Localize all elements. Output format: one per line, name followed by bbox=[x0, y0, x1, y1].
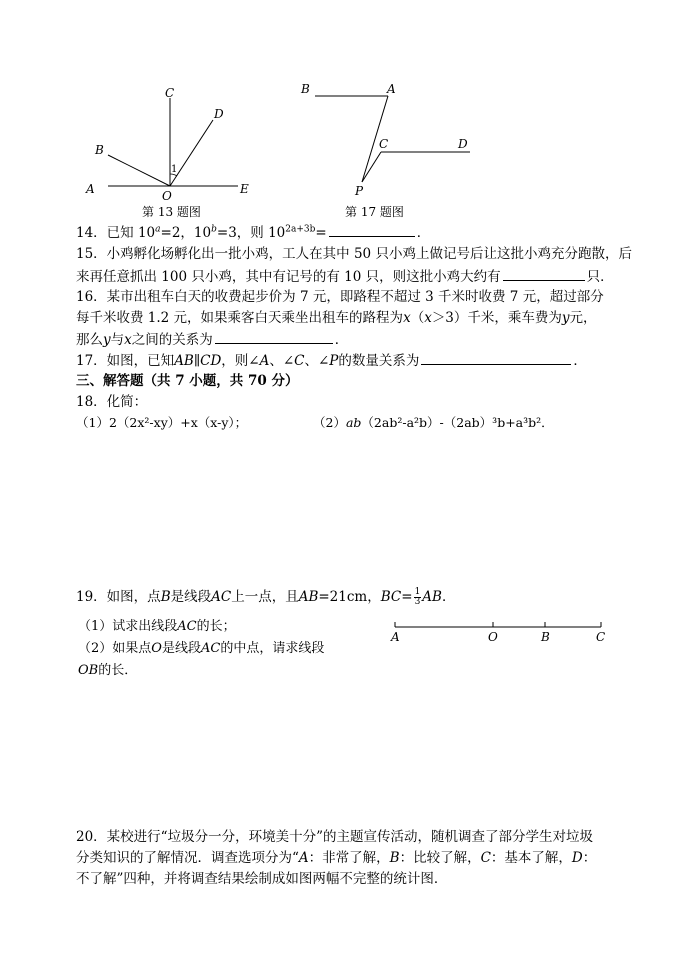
figure-17 bbox=[295, 78, 485, 203]
fig13-label-O: O bbox=[162, 189, 172, 203]
fig13-label-C: C bbox=[165, 86, 175, 100]
q17-answer-blank[interactable] bbox=[421, 350, 571, 365]
question-15-line-2: 来再任意抓出 100 只小鸡，其中有记号的有 10 只，则这批小鸡大约有 只． bbox=[76, 266, 616, 287]
question-14: 14．已知 $10^a=2$，$10^b=3$，则 $10^{2a+3b}=$ ． bbox=[76, 222, 616, 243]
question-19-part-2-line-2: OB的长． bbox=[78, 663, 138, 678]
fig17-label-A: A bbox=[387, 82, 396, 96]
fig13-label-1: 1 bbox=[171, 164, 178, 175]
fig13-label-A: A bbox=[86, 182, 95, 196]
fig13-ray-OB bbox=[108, 155, 170, 186]
question-18-title: 18．化简： bbox=[76, 394, 148, 410]
question-16-line-2: 每千米收费 1.2 元，如果乘客白天乘坐出租车的路程为x（x＞3）千米，乘车费为y元， bbox=[76, 310, 597, 326]
question-16-line-1: 16．某市出租车白天的收费起步价为 7 元，即路程不超过 3 千米时收费 7 元，超过部分 bbox=[76, 289, 604, 305]
seg-label-O: O bbox=[488, 630, 498, 644]
question-16-line-3: 那么y与x之间的关系为 ． bbox=[76, 329, 616, 350]
question-19-line-1: 19．如图，点B是线段AC上一点，且AB=21cm，BC= $\frac{1}{3}$ AB． bbox=[76, 587, 456, 607]
question-19-part-1: （1）试求出线段AC的长； bbox=[78, 619, 236, 634]
fig17-line-PC bbox=[362, 152, 381, 182]
q15-answer-blank[interactable] bbox=[503, 266, 585, 281]
seg-label-A: A bbox=[391, 630, 400, 644]
question-15-line-1: 15．小鸡孵化场孵化出一批小鸡，工人在其中 50 只小鸡上做记号后让这批小鸡充分跑散，后 bbox=[76, 246, 632, 262]
q16-answer-blank[interactable] bbox=[215, 329, 333, 344]
figure-19-segment bbox=[388, 615, 610, 647]
question-20-line-1: 20．某校进行“垃圾分一分，环境美十分”的主题宣传活动，随机调查了部分学生对垃圾 bbox=[76, 829, 593, 845]
fig13-label-B: B bbox=[95, 143, 104, 157]
seg-label-B: B bbox=[541, 630, 550, 644]
fig17-label-P: P bbox=[355, 184, 364, 198]
question-20-line-3: 不了解”四种，并将调查结果绘制成如图两幅不完整的统计图． bbox=[76, 871, 448, 887]
fig13-caption: 第 13 题图 bbox=[142, 205, 201, 219]
fig17-caption: 第 17 题图 bbox=[345, 205, 404, 219]
question-18-part-2: （2）ab（2ab²-a²b）-（2ab）³b+a³b²． bbox=[313, 415, 554, 430]
fraction-one-third: $\frac{1}{3}$ bbox=[414, 587, 421, 607]
question-17: 17．如图，已知AB∥CD，则∠A、∠C、∠P的数量关系为 ． bbox=[76, 350, 616, 371]
figure-13 bbox=[80, 80, 260, 205]
q14-answer-blank[interactable] bbox=[329, 222, 415, 237]
question-20-line-2: 分类知识的了解情况．调查选项分为“A：非常了解，B：比较了解，C：基本了解，D： bbox=[76, 850, 597, 866]
seg-label-C: C bbox=[596, 630, 606, 644]
question-19-part-2-line-1: （2）如果点O是线段AC的中点，请求线段 bbox=[78, 641, 325, 656]
fig17-label-B: B bbox=[301, 82, 310, 96]
fig13-label-D: D bbox=[214, 107, 224, 121]
question-18-part-1: （1）2（2x²-xy）+x（x-y）； bbox=[76, 415, 248, 430]
fig17-label-C: C bbox=[379, 137, 389, 151]
section-3-heading: 三、解答题（共 7 小题，共 70 分） bbox=[76, 373, 299, 389]
fig13-label-E: E bbox=[240, 182, 249, 196]
fig17-label-D: D bbox=[458, 137, 468, 151]
